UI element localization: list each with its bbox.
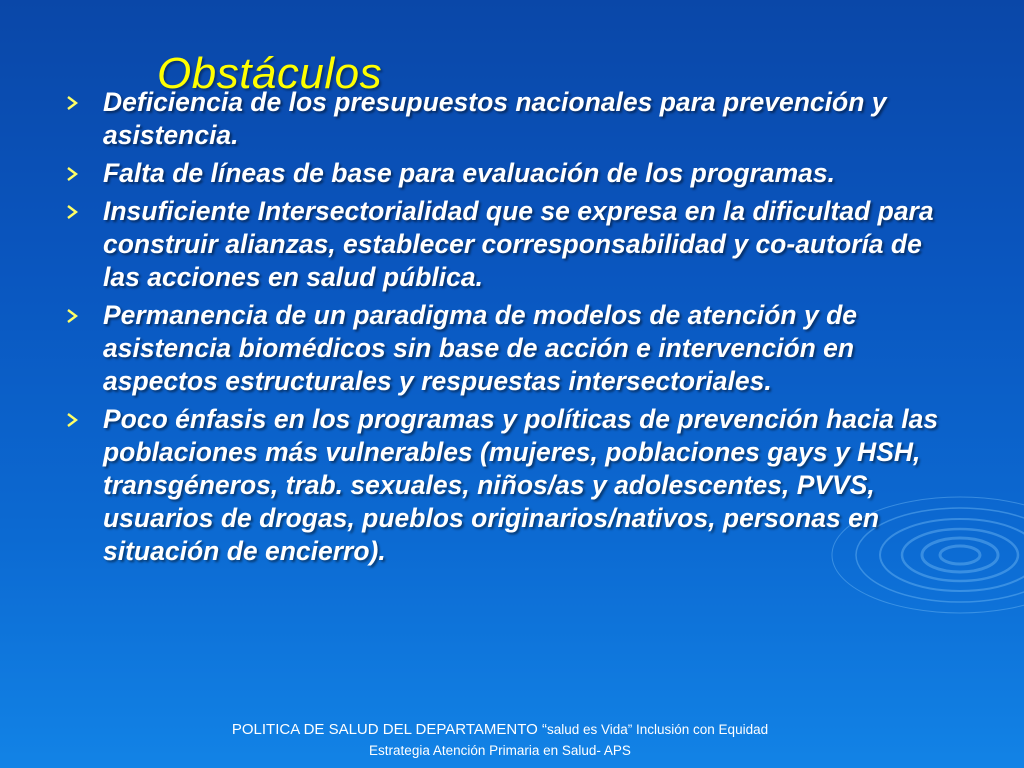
bullet-text: Falta de líneas de base para evaluación de los programas. — [103, 158, 835, 188]
chevron-right-icon — [64, 204, 80, 220]
bullet-text: Insuficiente Intersectorialidad que se expresa en la dificultad para construir alianzas, establecer corresponsabilidad y co-autoría de las acciones en salud pública. — [103, 196, 934, 292]
bullet-item — [62, 157, 962, 190]
slide-footer — [0, 719, 1000, 761]
bullet-item — [62, 86, 962, 152]
footer-line-1 — [0, 719, 1000, 740]
footer-line-1-motto: salud es Vida” Inclusión con Equidad — [546, 722, 769, 737]
footer-line-1-main: POLITICA DE SALUD DEL DEPARTAMENTO “ — [231, 721, 547, 738]
chevron-right-icon — [64, 95, 80, 111]
chevron-right-icon — [64, 166, 80, 182]
chevron-right-icon — [64, 308, 80, 324]
bullet-text: Deficiencia de los presupuestos nacionales para prevención y asistencia. — [103, 87, 887, 150]
bullet-item — [62, 299, 962, 398]
chevron-right-icon — [64, 412, 80, 428]
bullet-item — [62, 403, 962, 568]
bullet-text: Poco énfasis en los programas y políticas de prevención hacia las poblaciones más vulnerables (mujeres, poblaciones gays y HSH, transgéneros, trab. sexuales, niños/as y adolescentes, PVVS, usuarios de drogas, pueblos originarios/nativos, personas en situación de encierro). — [103, 404, 939, 566]
bullet-list — [62, 86, 962, 573]
bullet-text: Permanencia de un paradigma de modelos de atención y de asistencia biomédicos sin base de acción e intervención en aspectos estructurales y respuestas intersectoriales. — [103, 300, 857, 396]
footer-line-2: Estrategia Atención Primaria en Salud- APS — [369, 743, 631, 758]
bullet-item — [62, 195, 962, 294]
slide-title: Obstáculos — [157, 49, 383, 98]
